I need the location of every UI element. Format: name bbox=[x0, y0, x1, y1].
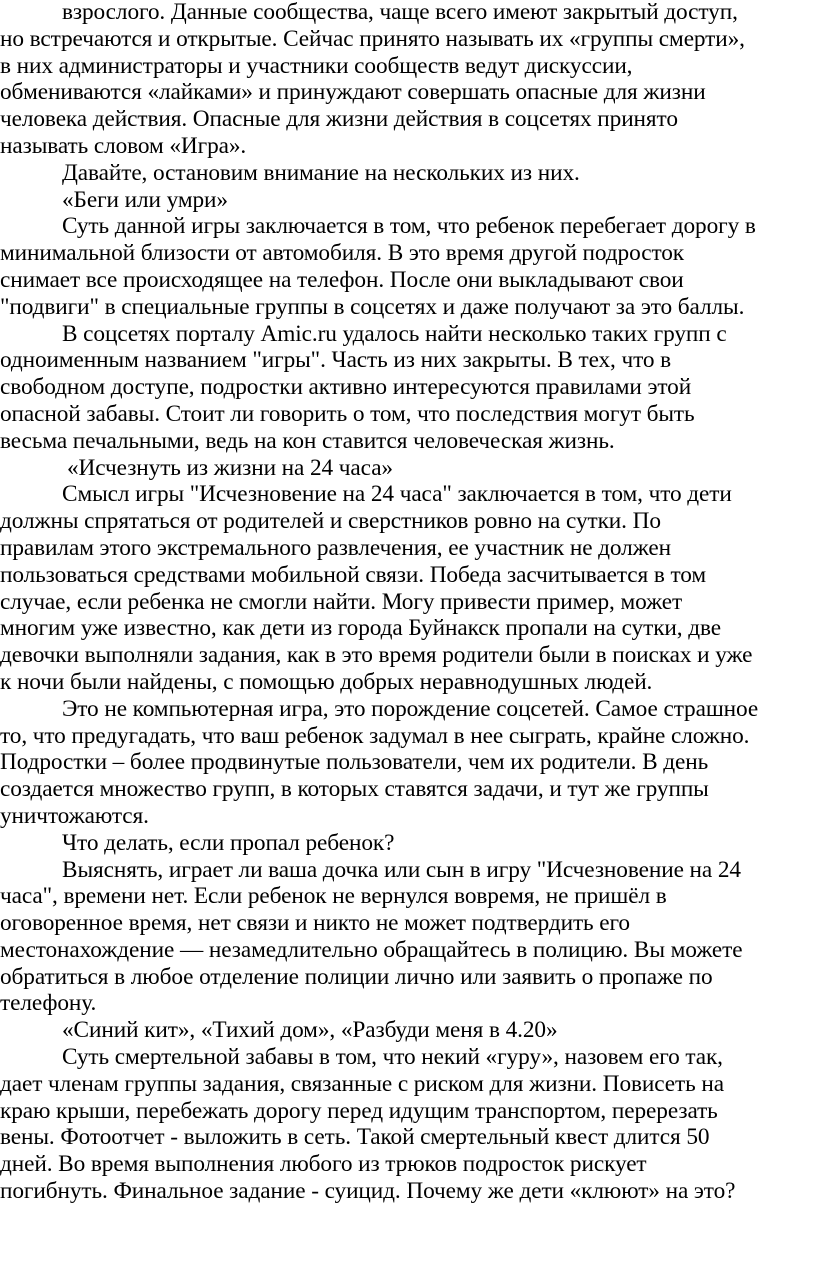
text-line: одноименным названием "игры". Часть из них закрыты. В тех, что в bbox=[0, 347, 672, 374]
text-line: правилам этого экстремального развлечения, ее участник не должен bbox=[0, 534, 671, 561]
text-line: пользоваться средствами мобильной связи. Победа засчитывается в том bbox=[0, 561, 706, 588]
text-line: Выяснять, играет ли ваша дочка или сын в игру "Исчезновение на 24 bbox=[62, 856, 741, 883]
text-line: уничтожаются. bbox=[0, 802, 149, 829]
text-line: телефону. bbox=[0, 990, 97, 1017]
text-line: Суть смертельной забавы в том, что некий «гуру», назовем его так, bbox=[62, 1044, 723, 1071]
text-line: называть словом «Игра». bbox=[0, 132, 247, 159]
text-line: Суть данной игры заключается в том, что ребенок перебегает дорогу в bbox=[62, 213, 756, 240]
section-heading: Что делать, если пропал ребенок? bbox=[62, 829, 395, 856]
text-line: часа", времени нет. Если ребенок не вернулся вовремя, не пришёл в bbox=[0, 883, 667, 910]
text-line: местонахождение — незамедлительно обращайтесь в полицию. Вы можете bbox=[0, 936, 743, 963]
text-line: дней. Во время выполнения любого из трюков подросток рискует bbox=[0, 1151, 647, 1178]
text-line: многим уже известно, как дети из города Буйнакск пропали на сутки, две bbox=[0, 615, 721, 642]
text-line: создается множество групп, в которых ставятся задачи, и тут же группы bbox=[0, 776, 709, 803]
text-line: "подвиги" в специальные группы в соцсетях и даже получают за это баллы. bbox=[0, 293, 745, 320]
text-line: в них администраторы и участники сообществ ведут дискуссии, bbox=[0, 52, 633, 79]
text-line: краю крыши, перебежать дорогу перед идущим транспортом, перерезать bbox=[0, 1097, 718, 1124]
section-heading: «Беги или умри» bbox=[62, 186, 228, 213]
text-line: оговоренное время, нет связи и никто не может подтвердить его bbox=[0, 910, 630, 937]
text-line: вены. Фотоотчет - выложить в сеть. Такой смертельный квест длится 50 bbox=[0, 1124, 710, 1151]
text-line: погибнуть. Финальное задание - суицид. Почему же дети «клюют» на это? bbox=[0, 1178, 736, 1205]
text-line: то, что предугадать, что ваш ребенок задумал в нее сыграть, крайне сложно. bbox=[0, 722, 750, 749]
text-line: человека действия. Опасные для жизни действия в соцсетях принято bbox=[0, 106, 678, 133]
text-line: В соцсетях порталу Amic.ru удалось найти несколько таких групп с bbox=[62, 320, 727, 347]
text-line: взрослого. Данные сообщества, чаще всего имеют закрытый доступ, bbox=[62, 0, 738, 25]
text-line: Это не компьютерная игра, это порождение соцсетей. Самое страшное bbox=[62, 695, 759, 722]
text-line: случае, если ребенка не смогли найти. Могу привести пример, может bbox=[0, 588, 683, 615]
text-line: свободном доступе, подростки активно интересуются правилами этой bbox=[0, 374, 692, 401]
text-line: но встречаются и открытые. Сейчас принято называть их «группы смерти», bbox=[0, 25, 745, 52]
text-line: Подростки – более продвинутые пользователи, чем их родители. В день bbox=[0, 749, 709, 776]
text-line: Смысл игры "Исчезновение на 24 часа" заключается в том, что дети bbox=[62, 481, 732, 508]
text-line: минимальной близости от автомобиля. В это время другой подросток bbox=[0, 240, 684, 267]
text-line: к ночи были найдены, с помощью добрых неравнодушных людей. bbox=[0, 668, 653, 695]
section-heading: «Синий кит», «Тихий дом», «Разбуди меня в 4.20» bbox=[62, 1017, 558, 1044]
text-line: дает членам группы задания, связанные с риском для жизни. Повисеть на bbox=[0, 1070, 724, 1097]
text-line: обмениваются «лайками» и принуждают совершать опасные для жизни bbox=[0, 79, 706, 106]
text-line: весьма печальными, ведь на кон ставится человеческая жизнь. bbox=[0, 427, 615, 454]
text-line: опасной забавы. Стоит ли говорить о том, что последствия могут быть bbox=[0, 400, 695, 427]
text-line: девочки выполняли задания, как в это время родители были в поисках и уже bbox=[0, 642, 753, 669]
text-line: обратиться в любое отделение полиции лично или заявить о пропаже по bbox=[0, 963, 713, 990]
text-line: должны спрятаться от родителей и сверстников ровно на сутки. По bbox=[0, 508, 661, 535]
section-heading: «Исчезнуть из жизни на 24 часа» bbox=[67, 454, 393, 481]
text-line: снимает все происходящее на телефон. После они выкладывают свои bbox=[0, 266, 684, 293]
text-line: Давайте, остановим внимание на нескольких из них. bbox=[62, 159, 580, 186]
